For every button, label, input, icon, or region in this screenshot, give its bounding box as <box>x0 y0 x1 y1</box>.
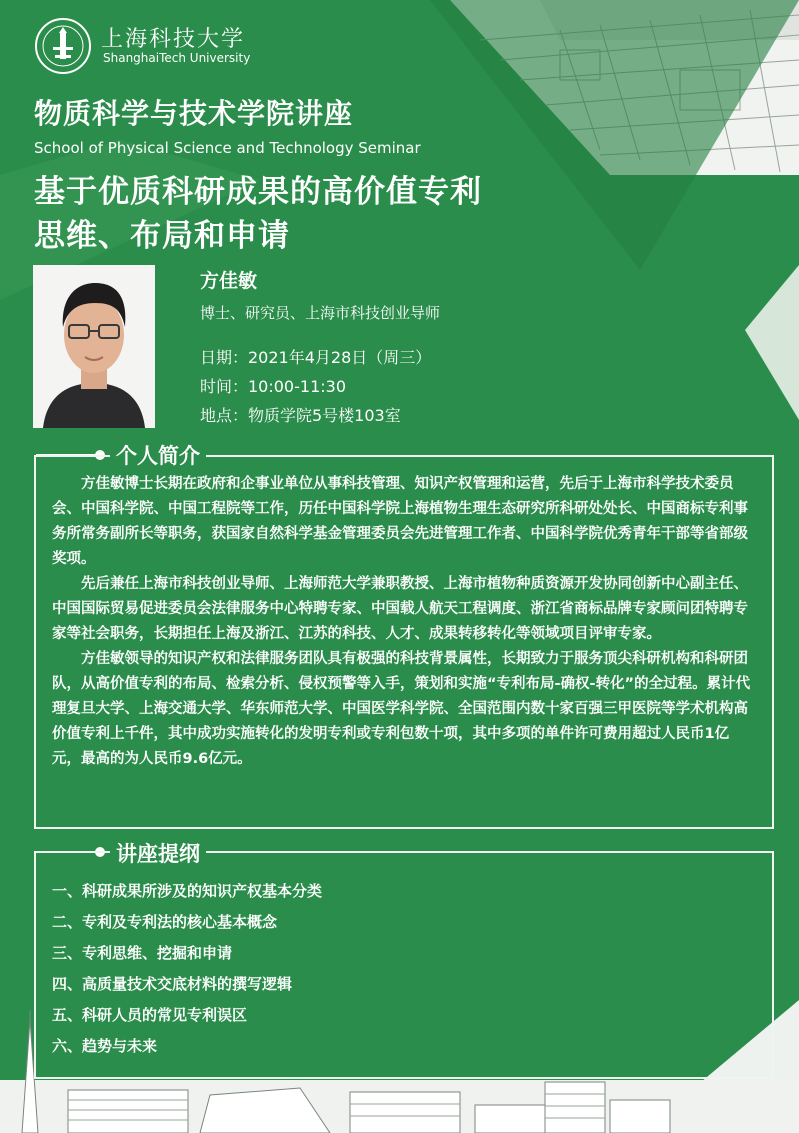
bio-paragraph: 方佳敏领导的知识产权和法律服务团队具有极强的科技背景属性，长期致力于服务顶尖科研机构和科研团队，从高价值专利的布局、检索分析、侵权预警等入手，策划和实施“专利布局-确权-转化”的全过程。累计代理复旦大学、上海交通大学、华东师范大学、中国医学科学院、全国范围内数十家百强三甲医院等学术机构高价值专利上千件，其中成功实施转化的发明专利或专利包数十项，其中多项的单件许可费用超过人民币1亿元，最高的为人民币9.6亿元。 <box>52 651 751 767</box>
lecture-date: 日期：2021年4月28日（周三） <box>200 348 432 367</box>
outline-item: 一、科研成果所涉及的知识产权基本分类 <box>52 882 323 900</box>
lecture-title-line1: 基于优质科研成果的高价值专利 <box>34 174 482 210</box>
lecture-time: 时间：10:00-11:30 <box>200 377 346 396</box>
outline-heading: 讲座提纲 <box>110 838 206 868</box>
university-name-cn: 上海科技大学 <box>101 27 246 52</box>
bio-paragraph: 先后兼任上海市科技创业导师、上海师范大学兼职教授、上海市植物种质资源开发协同创新中心副主任、中国国际贸易促进委员会法律服务中心特聘专家、中国载人航天工程调度、浙江省商标品牌专家顾问团特聘专家等社会职务，长期担任上海及浙江、江苏的科技、人才、成果转移转化等领域项目评审专家。 <box>52 576 748 642</box>
outline-item: 五、科研人员的常见专利误区 <box>52 1006 248 1024</box>
speaker-title: 博士、研究员、上海市科技创业导师 <box>200 304 441 322</box>
school-title-en: School of Physical Science and Technology Seminar <box>34 139 421 157</box>
outline-item: 三、专利思维、挖掘和申请 <box>52 944 233 962</box>
lecture-title <box>34 170 482 258</box>
outline-item: 六、趋势与未来 <box>52 1037 158 1055</box>
speaker-photo <box>33 265 155 428</box>
university-name-en: ShanghaiTech University <box>103 51 251 65</box>
lecture-title-line2: 思维、布局和申请 <box>34 218 290 254</box>
university-logo <box>34 17 92 75</box>
speaker-name: 方佳敏 <box>200 270 258 292</box>
outline-item: 二、专利及专利法的核心基本概念 <box>52 913 278 931</box>
school-title-cn: 物质科学与技术学院讲座 <box>34 97 354 130</box>
outline-list <box>52 876 322 1062</box>
bio-paragraph: 方佳敏博士长期在政府和企事业单位从事科技管理、知识产权管理和运营，先后于上海市科学技术委员会、中国科学院、中国工程院等工作，历任中国科学院上海植物生理生态研究所科研处处长、中国商标专利事务所常务副所长等职务，获国家自然科学基金管理委员会先进管理工作者、中国科学院优秀青年干部等省部级奖项。 <box>52 476 748 567</box>
lecture-location: 地点：物质学院5号楼103室 <box>200 406 401 425</box>
outline-item: 四、高质量技术交底材料的撰写逻辑 <box>52 975 293 993</box>
bio-text <box>52 472 752 772</box>
bio-heading: 个人简介 <box>110 440 206 470</box>
